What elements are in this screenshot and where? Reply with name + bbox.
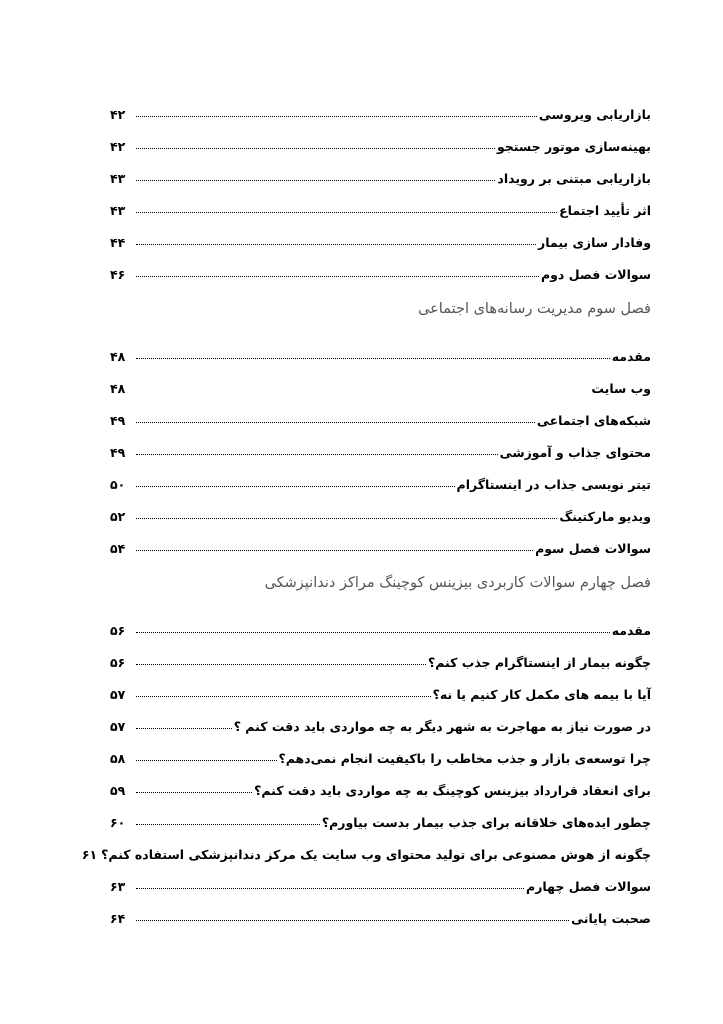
leader-dots [136,792,252,793]
toc-entry[interactable] [110,862,651,894]
toc-entry-page: ۴۳ [110,171,126,186]
toc-entry-title: سوالات فصل سوم [535,541,651,556]
table-of-contents [81,90,651,926]
toc-entry-page: ۴۸ [110,349,126,364]
toc-entry-title: ویدیو مارکتینگ [559,509,651,524]
leader-dots [136,550,533,551]
toc-entry[interactable] [110,428,651,460]
toc-entry-title: آیا با بیمه های مکمل کار کنیم یا نه؟ [432,687,651,702]
toc-entry-page: ۴۳ [110,203,126,218]
toc-entry-title: بهینه‌سازی موتور جستجو [496,139,651,154]
leader-dots [136,358,610,359]
toc-entry-title: بازاریابی مبتنی بر رویداد [497,171,651,186]
toc-entry[interactable] [110,186,651,218]
toc-entry-title: شبکه‌های اجتماعی [536,413,651,428]
leader-dots [136,728,232,729]
toc-entry[interactable] [110,492,651,524]
leader-dots [136,664,426,665]
toc-entry[interactable] [110,364,651,396]
toc-entry-title: محتوای جذاب و آموزشی [499,445,651,460]
leader-dots [136,244,536,245]
toc-entry-page: ۵۶ [110,623,126,638]
leader-dots [136,888,524,889]
leader-dots [136,180,495,181]
toc-entry[interactable] [110,90,651,122]
toc-entry-page: ۵۴ [110,541,126,556]
toc-entry-page: ۶۱ [81,847,98,862]
toc-entry-title: در صورت نیاز به مهاجرت به شهر دیگر به چه مواردی باید دقت کنم ؟ [233,719,651,734]
toc-entry-page: ۵۰ [110,477,126,492]
toc-entry-page: ۵۸ [110,751,126,766]
toc-entry[interactable] [110,154,651,186]
leader-dots [136,212,557,213]
leader-dots [136,696,431,697]
toc-entry[interactable] [110,734,651,766]
toc-entry[interactable] [110,332,651,364]
toc-entry-title: برای انعقاد قرارداد بیزینس کوچینگ به چه مواردی باید دقت کنم؟ [254,783,651,798]
leader-dots [136,518,557,519]
toc-entry-title: چگونه بیمار از اینستاگرام جذب کنم؟ [428,655,651,670]
toc-entry-title: بازاریابی ویروسی [538,107,651,122]
leader-dots [136,486,455,487]
toc-entry-page: ۴۲ [110,139,126,154]
toc-entry-title: مقدمه [611,623,651,638]
toc-entry-title: تیتر نویسی جذاب در اینستاگرام [456,477,651,492]
leader-dots [136,760,277,761]
leader-dots [136,824,320,825]
toc-entry[interactable] [110,766,651,798]
toc-entry-title: چرا توسعه‌ی بازار و جذب مخاطب را باکیفیت انجام نمی‌دهم؟ [278,751,651,766]
toc-entry[interactable] [110,638,651,670]
toc-entry-page: ۵۹ [110,783,126,798]
toc-entry-title: سوالات فصل دوم [541,267,651,282]
toc-entry-page: ۶۳ [110,879,126,894]
chapter-heading: فصل چهارم سوالات کاربردی بیزینس کوچینگ مراکز دندانپزشکی [264,575,651,591]
toc-entry-title: اثر تأیید اجتماع [559,203,651,218]
toc-entry[interactable] [81,830,651,862]
toc-entry-title: مقدمه [611,349,651,364]
leader-dots [136,920,569,921]
toc-entry[interactable] [110,250,651,282]
toc-entry-title: چگونه از هوش مصنوعی برای تولید محتوای وب سایت یک مرکز دندانپزشکی استفاده کنم؟ [101,847,651,862]
toc-entry[interactable] [110,524,651,556]
toc-entry-page: ۴۴ [110,235,126,250]
toc-entry[interactable] [110,396,651,428]
toc-entry-page: ۴۶ [110,267,126,282]
toc-entry-page: ۵۶ [110,655,126,670]
toc-entry-page: ۴۲ [110,107,126,122]
toc-entry[interactable] [110,122,651,154]
toc-entry-page: ۴۹ [110,413,126,428]
toc-entry-page: ۶۴ [110,911,126,926]
toc-entry-title: صحبت پایانی [571,911,651,926]
toc-entry[interactable] [110,460,651,492]
toc-entry-title: چطور ایده‌های خلاقانه برای جذب بیمار بدست بیاورم؟ [321,815,651,830]
toc-entry-title: وب سایت [591,381,651,396]
leader-dots [136,454,498,455]
leader-dots [136,276,539,277]
leader-dots [136,632,610,633]
chapter-heading: فصل سوم مدیریت رسانه‌های اجتماعی [418,301,651,317]
toc-entry-title: سوالات فصل چهارم [526,879,651,894]
toc-entry-page: ۴۸ [110,381,126,396]
toc-entry-page: ۵۷ [110,719,126,734]
toc-entry-page: ۵۲ [110,509,126,524]
leader-dots [136,116,537,117]
leader-dots [136,422,535,423]
toc-entry[interactable] [110,606,651,638]
toc-entry-page: ۵۷ [110,687,126,702]
toc-entry[interactable] [110,894,651,926]
toc-entry[interactable] [110,670,651,702]
toc-entry[interactable] [110,702,651,734]
leader-dots [136,148,495,149]
toc-entry-page: ۴۹ [110,445,126,460]
toc-entry-title: وفادار سازی بیمار [538,235,651,250]
toc-entry[interactable] [110,798,651,830]
toc-entry-page: ۶۰ [110,815,126,830]
toc-entry[interactable] [110,218,651,250]
